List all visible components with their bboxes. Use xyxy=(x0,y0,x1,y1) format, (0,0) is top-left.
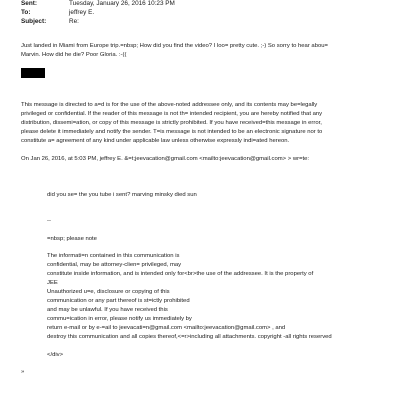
notice-line: Unauthorized u=e, disclosure or copying of this xyxy=(47,289,170,295)
quoted-message: did you se= the you tube i sent? marving minsky died sun xyxy=(47,192,197,198)
sent-label: Sent: xyxy=(21,0,37,7)
sent-value: Tuesday, January 26, 2016 10:23 PM xyxy=(69,0,175,7)
quote-end-marker: » xyxy=(21,369,25,375)
notice-line: JEE xyxy=(47,280,58,286)
notice-line: The informati=n contained in this communication is xyxy=(47,253,180,259)
disclaimer-line: distribution, dissemi=ation, or copy of this message is strictly prohibited. If you have received=this message in error, xyxy=(21,120,322,126)
quoted-dash: -- xyxy=(47,218,51,224)
subject-label: Subject: xyxy=(21,18,47,25)
notice-line: constitute inside information, and is intended only for<br>the use of the addressee. It is the property of xyxy=(47,271,314,277)
to-label: To: xyxy=(21,9,31,16)
quoted-closing: </div> xyxy=(47,352,64,358)
disclaimer-line: privileged or confidential. If the reader of this message is not th= intended recipient, you are hereby notified that any xyxy=(21,111,323,117)
notice-line: destroy this communication and all copies thereof,<=r>including all attachments. copyright -all rights reserved xyxy=(47,334,332,340)
notice-line: confidential, may be attorney-clien= privileged, may xyxy=(47,262,182,268)
disclaimer-line: please delete it immediately and notify the sender. T=is message is not intended to be an electronic signature nor to xyxy=(21,129,323,135)
subject-value: Re: xyxy=(69,18,79,25)
quote-header: On Jan 26, 2016, at 5:03 PM, jeffrey E. &=t;jeevacation@gmail.com <mailto:jeevacation@gmail.com> > wr=te: xyxy=(21,156,310,162)
quoted-note: =nbsp; please note xyxy=(47,236,97,242)
reply-line: Marvin. How did he die? Poor Gloria. :-(( xyxy=(21,52,127,58)
notice-line: communication or any part thereof is st=ictly prohibited xyxy=(47,298,190,304)
reply-line: Just landed in Miami from Europe trip.=nbsp; How did you find the video? I loo= pretty cute. ;-) So sorry to hear abou= xyxy=(21,43,328,49)
to-value: jeffrey E. xyxy=(69,9,95,16)
notice-line: commu=ication in error, please notify us immediately by xyxy=(47,316,192,322)
disclaimer-line: This message is directed to a=d is for the use of the above-noted addressee only, and its contents may be=legally xyxy=(21,102,318,108)
redaction-block xyxy=(21,68,45,78)
notice-line: return e-mail or by e-=ail to jeevacati=n@gmail.com <mailto:jeevacation@gmail.com> , and xyxy=(47,325,286,331)
notice-line: and may be unlawful. If you have received this xyxy=(47,307,168,313)
disclaimer-line: constitute a= agreement of any kind under applicable law unless otherwise expressly indi=ated hereon. xyxy=(21,138,290,144)
